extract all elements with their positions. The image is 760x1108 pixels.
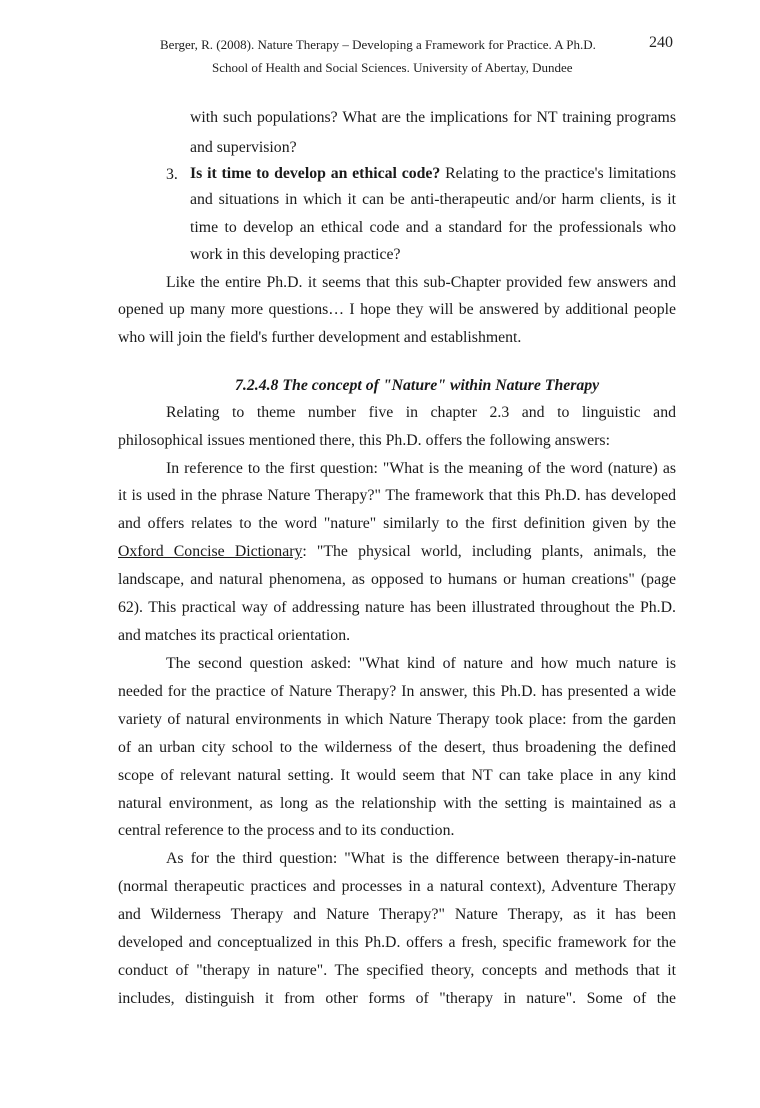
text-line: time to develop an ethical code and a standard for the professionals who xyxy=(190,219,676,236)
text-line: developed and conceptualized in this Ph.D. offers a fresh, specific framework for the xyxy=(118,934,676,951)
text-line: philosophical issues mentioned there, this Ph.D. offers the following answers: xyxy=(118,432,610,449)
text-line: natural environment, as long as the relationship with the setting is maintained as a xyxy=(118,795,676,812)
text-line: Relating to theme number five in chapter 2.3 and to linguistic and xyxy=(166,404,676,421)
text-line: variety of natural environments in which Nature Therapy took place: from the garden xyxy=(118,711,676,728)
list-number: 3. xyxy=(166,166,178,183)
page-number: 240 xyxy=(649,34,673,51)
text-line: needed for the practice of Nature Therapy? In answer, this Ph.D. has presented a wide xyxy=(118,683,676,700)
text-line: with such populations? What are the implications for NT training programs xyxy=(190,109,676,126)
list-item-bold-lead: Is it time to develop an ethical code? xyxy=(190,165,441,182)
text-line: and offers relates to the word "nature" similarly to the first definition given by the xyxy=(118,515,676,532)
text-line: and Wilderness Therapy and Nature Therapy?" Nature Therapy, as it has been xyxy=(118,906,676,923)
section-heading: 7.2.4.8 The concept of "Nature" within Nature Therapy xyxy=(235,377,600,394)
text-line: central reference to the process and to its conduction. xyxy=(118,822,455,839)
text-line xyxy=(118,544,676,560)
text-line: it is used in the phrase Nature Therapy?" The framework that this Ph.D. has developed xyxy=(118,487,676,504)
text-line: The second question asked: "What kind of nature and how much nature is xyxy=(166,655,676,672)
text-line: opened up many more questions… I hope they will be answered by additional people xyxy=(118,301,676,318)
list-item-first-line xyxy=(190,166,676,182)
text-line: scope of relevant natural setting. It would seem that NT can take place in any kind xyxy=(118,767,676,784)
text-line: 62). This practical way of addressing nature has been illustrated throughout the Ph.D. xyxy=(118,599,676,616)
text-line: of an urban city school to the wilderness of the desert, thus broadening the defined xyxy=(118,739,676,756)
text-line: who will join the field's further development and establishment. xyxy=(118,329,522,346)
dictionary-reference: Oxford Concise Dictionary xyxy=(118,543,303,560)
text-line: and matches its practical orientation. xyxy=(118,627,351,644)
text-line: conduct of "therapy in nature". The specified theory, concepts and methods that it xyxy=(118,962,676,979)
text-line: and situations in which it can be anti-therapeutic and/or harm clients, is it xyxy=(190,191,676,208)
text-line: landscape, and natural phenomena, as opposed to humans or human creations" (page xyxy=(118,571,676,588)
list-item-text: Relating to the practice's limitations xyxy=(440,165,676,182)
header-citation: Berger, R. (2008). Nature Therapy – Developing a Framework for Practice. A Ph.D. xyxy=(160,37,596,52)
text-line: As for the third question: "What is the difference between therapy-in-nature xyxy=(166,850,676,867)
text-line: (normal therapeutic practices and processes in a natural context), Adventure Therapy xyxy=(118,878,676,895)
header-institution: School of Health and Social Sciences. University of Abertay, Dundee xyxy=(212,60,573,75)
text-line: work in this developing practice? xyxy=(190,246,401,263)
text-span: : "The physical world, including plants, animals, the xyxy=(302,543,676,560)
text-line: Like the entire Ph.D. it seems that this sub-Chapter provided few answers and xyxy=(166,274,676,291)
text-line: In reference to the first question: "What is the meaning of the word (nature) as xyxy=(166,460,676,477)
text-line: and supervision? xyxy=(190,139,297,156)
text-line: includes, distinguish it from other forms of "therapy in nature". Some of the xyxy=(118,990,676,1007)
